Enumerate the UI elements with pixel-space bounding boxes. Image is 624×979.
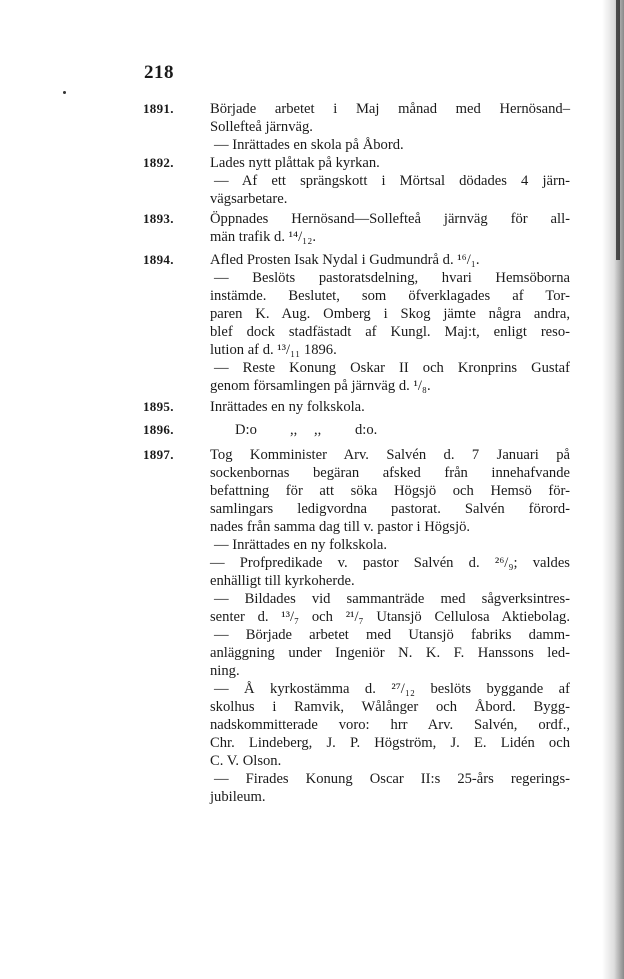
text-line: — Inrättades en ny folkskola. [214, 537, 388, 553]
text-line: vägsarbetare. [210, 191, 288, 207]
entry-year: 1893. [143, 211, 174, 226]
scan-edge-shadow [602, 0, 624, 979]
text-line: Chr. Lindeberg, J. P. Högström, J. E. Lidén och [210, 735, 570, 751]
text-line: Sollefteå järnväg. [210, 119, 313, 135]
scan-edge-dark [616, 0, 620, 260]
text-line: Började arbetet i Maj månad med Hernösand– [210, 101, 570, 117]
text-line: befattning för att söka Högsjö och Hemsö för- [210, 483, 570, 499]
text-line: samlingars ledigvordna pastorat. Salvén förord- [210, 501, 570, 517]
text-line: — Beslöts pastoratsdelning, hvari Hemsöborna [214, 270, 570, 286]
entry-text [210, 154, 570, 208]
text-line: genom församlingen på järnväg d. ¹/₈. [210, 378, 431, 394]
text-line: instämde. Beslutet, som öfverklagades af Tor- [210, 288, 570, 304]
text-line: enhälligt till kyrkoherde. [210, 573, 355, 589]
page-number: 218 [144, 62, 174, 83]
text-line: blef dock stadfästadt af Kungl. Maj:t, enligt reso- [210, 324, 570, 340]
entry-year: 1894. [143, 252, 174, 267]
entry-year: 1895. [143, 399, 174, 414]
text-line: lution af d. ¹³/₁₁ 1896. [210, 342, 337, 358]
text-line: C. V. Olson. [210, 753, 282, 769]
text-line: — Firades Konung Oscar II:s 25-års regerings- [214, 771, 570, 787]
ditto-mark: D:o [235, 422, 257, 438]
text-line: sockenbornas begäran afsked från innehafvande [210, 465, 570, 481]
text-line: Inrättades en ny folkskola. [210, 399, 365, 415]
text-line: skolhus i Ramvik, Wålånger och Åbord. Bygg- [210, 699, 570, 715]
text-line: paren K. Aug. Omberg i Skog jämte några andra, [210, 306, 570, 322]
text-line: Tog Komminister Arv. Salvén d. 7 Januari på [210, 447, 570, 463]
text-line: — Började arbetet med Utansjö fabriks damm- [214, 627, 570, 643]
entry-text [210, 446, 570, 806]
entry-year: 1896. [143, 422, 174, 437]
text-line: män trafik d. ¹⁴/₁₂. [210, 229, 316, 245]
text-line: nadskommitterade voro: hrr Arv. Salvén, ordf., [210, 717, 570, 733]
text-line: Afled Prosten Isak Nydal i Gudmundrå d. ¹⁶/₁. [210, 252, 480, 268]
text-line: senter d. ¹³/₇ och ²¹/₇ Utansjö Cellulosa Aktiebolag. [210, 609, 570, 625]
ditto-mark: ,, [314, 422, 322, 438]
text-line: Lades nytt plåttak på kyrkan. [210, 155, 380, 171]
entry-text [210, 251, 570, 395]
text-line: anläggning under Ingeniör N. K. F. Hanssons led- [210, 645, 570, 661]
text-line: — Å kyrkostämma d. ²⁷/₁₂ beslöts byggande af [214, 681, 570, 697]
entry-year: 1897. [143, 447, 174, 462]
ditto-row [210, 421, 570, 439]
entry-text [210, 210, 570, 246]
ditto-mark: d:o. [355, 422, 378, 438]
text-line: — Bildades vid sammanträde med sågverksintres- [214, 591, 570, 607]
entry-year: 1892. [143, 155, 174, 170]
text-line: — Profpredikade v. pastor Salvén d. ²⁶/₉; valdes [210, 555, 570, 571]
entry-year: 1891. [143, 101, 174, 116]
scan-speck [63, 91, 66, 94]
text-line: — Reste Konung Oskar II och Kronprins Gustaf [214, 360, 570, 376]
entry-text [210, 398, 570, 416]
text-line: — Af ett sprängskott i Mörtsal dödades 4 järn- [214, 173, 570, 189]
entry-1896 [0, 421, 624, 439]
text-line: — Inrättades en skola på Åbord. [214, 137, 404, 153]
entry-text [210, 100, 570, 154]
text-line: nades från samma dag till v. pastor i Högsjö. [210, 519, 471, 535]
ditto-mark: ,, [290, 422, 298, 438]
text-line: ning. [210, 663, 240, 679]
text-line: jubileum. [210, 789, 266, 805]
text-line: Öppnades Hernösand—Sollefteå järnväg för all- [210, 211, 570, 227]
